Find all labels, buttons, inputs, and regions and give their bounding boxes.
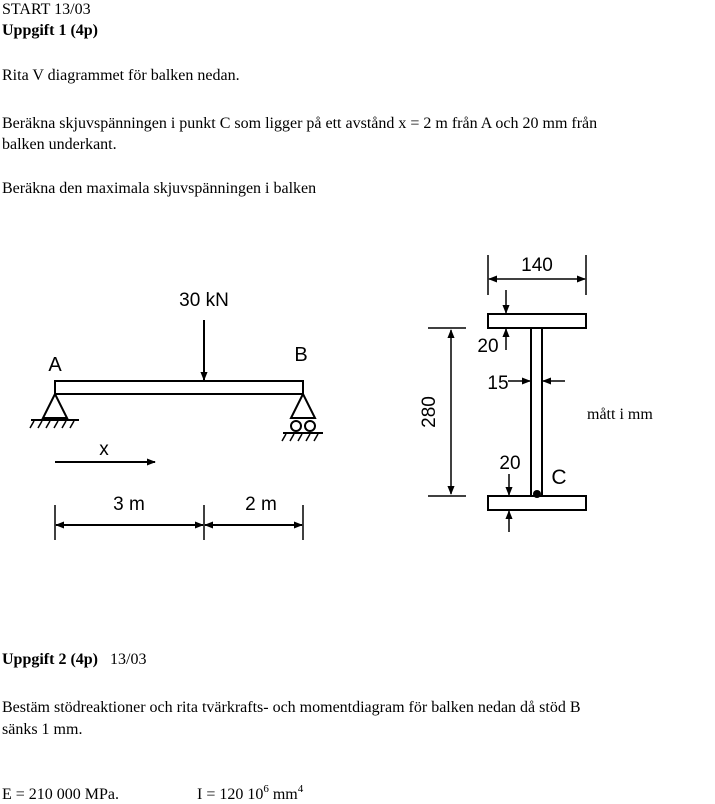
beam	[55, 381, 303, 394]
support-a-pin	[30, 394, 79, 428]
task1-instruction-3: Beräkna den maximala skjuvspänningen i balken	[2, 180, 317, 197]
task2-title: Uppgift 2 (4p)	[2, 651, 99, 668]
top-flange-label: 20	[477, 336, 499, 357]
task2-date: 13/03	[110, 651, 147, 668]
inertia-unit-exponent: 4	[297, 782, 304, 795]
bottom-flange-label: 20	[499, 453, 521, 474]
moment-of-inertia	[197, 782, 304, 804]
start-label: START 13/03	[2, 1, 91, 18]
inertia-unit: mm	[268, 786, 298, 803]
load-label: 30 kN	[179, 290, 229, 311]
support-b-roller	[282, 394, 323, 441]
task1-instruction-2a: Beräkna skjuvspänningen i punkt C som ligger på ett avstånd x = 2 m från A och 20 mm från	[2, 115, 598, 132]
inertia-exponent: 6	[263, 782, 269, 795]
support-b-label: B	[294, 344, 308, 366]
span-1-label: 3 m	[113, 494, 145, 515]
span-2-label: 2 m	[245, 494, 277, 515]
inertia-prefix: I = 120 10	[197, 786, 264, 803]
task1-instruction-1: Rita V diagrammet för balken nedan.	[2, 67, 240, 84]
i-section	[488, 314, 586, 510]
point-c-label: C	[551, 466, 567, 489]
task2-heading	[2, 650, 146, 669]
support-a-label: A	[48, 354, 62, 376]
x-label: x	[99, 439, 109, 460]
units-label: mått i mm	[587, 406, 653, 423]
height-label: 280	[419, 396, 440, 428]
point-c-dot	[533, 490, 541, 498]
web-label: 15	[487, 373, 509, 394]
width-label: 140	[521, 255, 553, 276]
task2-instruction-2: sänks 1 mm.	[2, 721, 83, 738]
task2-instruction-1: Bestäm stödreaktioner och rita tvärkrafts- och momentdiagram för balken nedan då stöd B	[2, 699, 581, 716]
task1-instruction-2b: balken underkant.	[2, 136, 117, 153]
e-modulus: E = 210 000 MPa.	[2, 786, 120, 803]
task1-title: Uppgift 1 (4p)	[2, 22, 99, 39]
